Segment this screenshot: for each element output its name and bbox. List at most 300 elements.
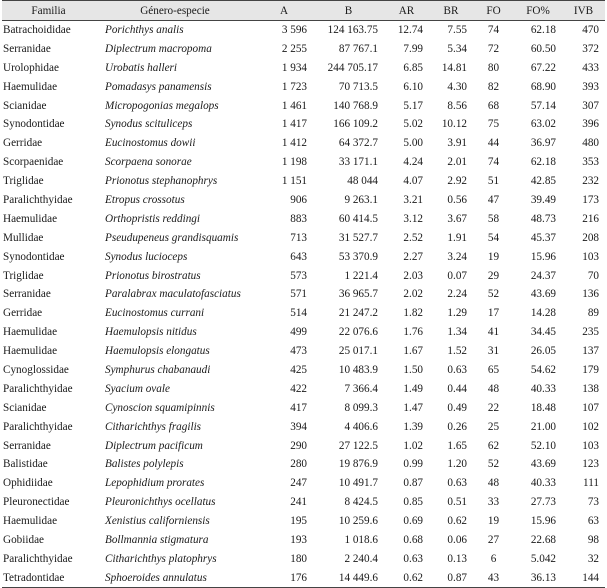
cell-familia: Scorpaenidae (3, 156, 64, 169)
cell-a: 193 (290, 533, 307, 546)
cell-br: 0.07 (447, 269, 467, 282)
header-ar: AR (384, 1, 429, 21)
cell-ar: 1.82 (403, 307, 423, 320)
table-row (2, 417, 605, 436)
cell-b: 27 122.5 (338, 439, 378, 452)
table-row (2, 172, 605, 191)
cell-fo-percent: 15.96 (530, 515, 556, 528)
table-row (2, 568, 605, 587)
cell-fo: 80 (487, 61, 500, 74)
cell-a: 290 (290, 439, 307, 452)
cell-b: 48 044 (347, 175, 378, 188)
cell-familia: Synodontidae (3, 250, 65, 263)
cell-fo-percent: 54.62 (530, 363, 556, 376)
cell-ar: 5.00 (403, 137, 423, 150)
cell-familia: Serranidae (3, 42, 51, 55)
cell-a: 176 (255, 568, 313, 587)
table-row (2, 191, 605, 210)
table-row (2, 285, 605, 304)
cell-a: 280 (290, 458, 307, 471)
cell-b: 124 163.75 (327, 24, 378, 37)
cell-ivb: 480 (582, 137, 599, 150)
cell-b: 7 366.4 (344, 382, 378, 395)
cell-ar: 4.07 (403, 175, 423, 188)
cell-familia: Triglidae (3, 175, 44, 188)
cell-genero-especie: Etropus crossotus (105, 193, 185, 206)
cell-genero-especie: Prionotus stephanophrys (105, 175, 218, 188)
cell-fo-percent: 34.45 (530, 326, 556, 339)
cell-b: 1 018.6 (344, 533, 378, 546)
cell-fo: 19 (487, 250, 500, 263)
cell-br: 1.91 (447, 231, 467, 244)
cell-br: 2.92 (447, 175, 467, 188)
cell-genero-especie: Diplectrum macropoma (105, 42, 212, 55)
cell-a: 713 (290, 231, 307, 244)
cell-fo: 25 (487, 420, 500, 433)
cell-genero-especie: Xenistius californiensis (105, 515, 210, 528)
cell-genero-especie: Pomadasys panamensis (105, 80, 212, 93)
cell-familia: Paralichthyidae (3, 552, 73, 565)
cell-ivb: 307 (582, 99, 599, 112)
cell-fo-percent: 15.96 (530, 250, 556, 263)
cell-ar: 6.10 (403, 80, 423, 93)
cell-fo-percent: 43.69 (530, 458, 556, 471)
cell-br: 3.91 (447, 137, 467, 150)
cell-genero-especie: Haemulopsis elongatus (105, 345, 210, 358)
cell-ivb: 138 (582, 382, 599, 395)
cell-ivb: 89 (587, 307, 599, 320)
cell-fo: 43 (473, 568, 514, 587)
cell-genero-especie: Paralabrax maculatofasciatus (105, 288, 241, 301)
cell-a: 1 934 (281, 61, 307, 74)
cell-ivb: 179 (582, 363, 599, 376)
cell-ivb: 63 (587, 515, 599, 528)
cell-a: 1 417 (281, 118, 307, 131)
cell-ar: 5.02 (403, 118, 423, 131)
cell-fo: 82 (487, 80, 500, 93)
cell-fo: 19 (487, 515, 500, 528)
cell-b: 25 017.1 (338, 345, 378, 358)
cell-fo-percent: 40.33 (530, 477, 556, 490)
table-row (2, 474, 605, 493)
header-ivb: IVB (562, 1, 605, 21)
cell-br: 0.63 (447, 363, 467, 376)
cell-fo-percent: 21.00 (530, 420, 556, 433)
cell-fo-percent: 42.85 (530, 175, 556, 188)
cell-fo-percent: 18.48 (530, 401, 556, 414)
cell-fo-percent: 57.14 (530, 99, 556, 112)
cell-ar: 7.99 (403, 42, 423, 55)
cell-genero-especie: Orthopristis reddingi (105, 212, 201, 225)
table-row (2, 209, 605, 228)
cell-ivb: 173 (582, 193, 599, 206)
cell-ar: 0.99 (403, 458, 423, 471)
cell-ivb: 396 (582, 118, 599, 131)
cell-a: 2 255 (281, 42, 307, 55)
cell-a: 514 (290, 307, 307, 320)
header-row (2, 1, 605, 21)
cell-familia: Gerridae (3, 307, 43, 320)
cell-ar: 3.21 (403, 193, 423, 206)
cell-ar: 0.62 (384, 568, 429, 587)
cell-br: 1.29 (447, 307, 467, 320)
cell-genero-especie: Synodus scituliceps (105, 118, 193, 131)
cell-a: 571 (290, 288, 307, 301)
cell-ivb: 70 (587, 269, 599, 282)
cell-fo: 54 (487, 231, 500, 244)
cell-ivb: 235 (582, 326, 599, 339)
table-row (2, 342, 605, 361)
cell-fo: 44 (487, 137, 500, 150)
cell-br: 0.44 (447, 382, 467, 395)
cell-ar: 2.27 (403, 250, 423, 263)
cell-b: 244 705.17 (327, 61, 378, 74)
cell-fo: 48 (487, 477, 500, 490)
table-row (2, 153, 605, 172)
cell-fo-percent: 27.73 (530, 496, 556, 509)
cell-fo: 41 (487, 326, 500, 339)
table-header (2, 1, 605, 21)
cell-fo: 52 (487, 288, 500, 301)
cell-familia: Serranidae (3, 288, 51, 301)
cell-fo-percent: 62.18 (530, 24, 556, 37)
cell-fo-percent: 22.68 (530, 533, 556, 546)
cell-fo-percent: 43.69 (530, 288, 556, 301)
cell-fo-percent: 36.13 (514, 568, 562, 587)
cell-familia: Scianidae (3, 99, 47, 112)
cell-ar: 1.49 (403, 382, 423, 395)
cell-ivb: 470 (582, 24, 599, 37)
cell-ivb: 102 (582, 420, 599, 433)
cell-fo: 74 (487, 156, 500, 169)
cell-br: 7.55 (447, 24, 467, 37)
cell-b: 70 713.5 (338, 80, 378, 93)
cell-ar: 2.03 (403, 269, 423, 282)
cell-b: 8 424.5 (344, 496, 378, 509)
cell-fo: 29 (487, 269, 500, 282)
cell-familia: Serranidae (3, 439, 51, 452)
cell-br: 4.30 (447, 80, 467, 93)
header-a: A (255, 1, 313, 21)
cell-br: 1.20 (447, 458, 467, 471)
cell-a: 247 (290, 477, 307, 490)
cell-fo-percent: 63.02 (530, 118, 556, 131)
cell-ivb: 123 (582, 458, 599, 471)
cell-ar: 2.52 (403, 231, 423, 244)
cell-br: 0.62 (447, 515, 467, 528)
cell-a: 643 (290, 250, 307, 263)
cell-fo: 48 (487, 382, 500, 395)
cell-a: 180 (290, 552, 307, 565)
cell-genero-especie: Pleuronichthys ocellatus (105, 496, 216, 509)
table-row (2, 512, 605, 531)
cell-ar: 1.02 (403, 439, 423, 452)
cell-b: 14 449.6 (313, 568, 384, 587)
table-row (2, 266, 605, 285)
cell-br: 3.67 (447, 212, 467, 225)
cell-ivb: 32 (587, 552, 599, 565)
cell-b: 10 483.9 (338, 363, 378, 376)
cell-fo: 17 (487, 307, 500, 320)
cell-ar: 1.50 (403, 363, 423, 376)
cell-ivb: 73 (587, 496, 599, 509)
cell-b: 19 876.9 (338, 458, 378, 471)
cell-ar: 12.74 (397, 24, 423, 37)
cell-familia: Pleuronectidae (3, 496, 70, 509)
cell-br: 3.24 (447, 250, 467, 263)
cell-genero-especie: Eucinostomus dowii (105, 137, 196, 150)
cell-b: 87 767.1 (338, 42, 378, 55)
cell-b: 60 414.5 (338, 212, 378, 225)
cell-fo-percent: 26.05 (530, 345, 556, 358)
cell-a: 3 596 (281, 24, 307, 37)
cell-familia: Haemulidae (3, 212, 58, 225)
cell-ivb: 107 (582, 401, 599, 414)
cell-b: 8 099.3 (344, 401, 378, 414)
cell-b: 22 076.6 (338, 326, 378, 339)
cell-genero-especie: Diplectrum pacificum (105, 439, 203, 452)
cell-ivb: 103 (582, 250, 599, 263)
cell-fo-percent: 62.18 (530, 156, 556, 169)
cell-br: 10.12 (441, 118, 467, 131)
cell-ivb: 372 (582, 42, 599, 55)
cell-fo-percent: 67.22 (530, 61, 556, 74)
cell-genero-especie: Pseudupeneus grandisquamis (105, 231, 239, 244)
cell-genero-especie: Synodus lucioceps (105, 250, 188, 263)
cell-b: 10 259.6 (338, 515, 378, 528)
cell-a: 394 (290, 420, 307, 433)
header-genero-especie: Género-especie (95, 1, 255, 21)
cell-familia: Paralichthyidae (3, 193, 73, 206)
cell-fo: 74 (487, 24, 500, 37)
cell-ar: 3.12 (403, 212, 423, 225)
cell-fo: 68 (487, 99, 500, 112)
cell-ar: 0.63 (403, 552, 423, 565)
cell-fo: 75 (487, 118, 500, 131)
cell-ivb: 136 (582, 288, 599, 301)
cell-a: 1 723 (281, 80, 307, 93)
cell-b: 10 491.7 (338, 477, 378, 490)
table-row (2, 21, 605, 40)
header-fo-percent: FO% (514, 1, 562, 21)
table-row (2, 323, 605, 342)
cell-genero-especie: Syacium ovale (105, 382, 170, 395)
cell-a: 473 (290, 345, 307, 358)
cell-b: 9 263.1 (344, 193, 378, 206)
cell-b: 1 221.4 (344, 269, 378, 282)
cell-fo: 58 (487, 212, 500, 225)
cell-br: 8.56 (447, 99, 467, 112)
cell-fo: 51 (487, 175, 500, 188)
cell-a: 573 (290, 269, 307, 282)
cell-genero-especie: Micropogonias megalops (105, 99, 219, 112)
cell-b: 31 527.7 (338, 231, 378, 244)
cell-fo-percent: 5.042 (530, 552, 556, 565)
cell-ar: 0.87 (403, 477, 423, 490)
cell-ar: 0.68 (403, 533, 423, 546)
cell-fo: 33 (487, 496, 500, 509)
cell-genero-especie: Citharichthys fragilis (105, 420, 202, 433)
cell-ivb: 353 (582, 156, 599, 169)
cell-genero-especie: Porichthys analis (105, 24, 184, 37)
cell-b: 2 240.4 (344, 552, 378, 565)
cell-fo: 27 (487, 533, 500, 546)
cell-a: 1 461 (281, 99, 307, 112)
cell-fo-percent: 36.97 (530, 137, 556, 150)
cell-a: 417 (290, 401, 307, 414)
cell-fo: 65 (487, 363, 500, 376)
cell-fo-percent: 14.28 (530, 307, 556, 320)
cell-fo-percent: 45.37 (530, 231, 556, 244)
cell-fo: 52 (487, 458, 500, 471)
cell-br: 0.06 (447, 533, 467, 546)
cell-br: 0.87 (429, 568, 473, 587)
cell-genero-especie: Cynoscion squamipinnis (105, 401, 215, 414)
cell-br: 0.49 (447, 401, 467, 414)
header-familia: Familia (2, 1, 95, 21)
cell-familia: Paralichthyidae (3, 420, 73, 433)
cell-br: 0.63 (447, 477, 467, 490)
cell-b: 140 768.9 (333, 99, 378, 112)
cell-br: 14.81 (441, 61, 467, 74)
cell-familia: Mullidae (3, 231, 44, 244)
cell-ar: 2.02 (403, 288, 423, 301)
table-row (2, 455, 605, 474)
cell-genero-especie: Haemulopsis nitidus (105, 326, 197, 339)
table-row (2, 228, 605, 247)
cell-br: 2.24 (447, 288, 467, 301)
cell-fo: 72 (487, 42, 500, 55)
cell-genero-especie: Balistes polylepis (105, 458, 184, 471)
cell-br: 2.01 (447, 156, 467, 169)
table-row (2, 134, 605, 153)
cell-ivb: 137 (582, 345, 599, 358)
cell-a: 883 (290, 212, 307, 225)
table-row (2, 96, 605, 115)
species-table (2, 0, 605, 588)
cell-familia: Haemulidae (3, 345, 58, 358)
cell-genero-especie: Urobatis halleri (105, 61, 177, 74)
header-br: BR (429, 1, 473, 21)
cell-familia: Cynoglossidae (3, 363, 69, 376)
cell-familia: Paralichthyidae (3, 382, 73, 395)
cell-fo: 6 (490, 552, 497, 565)
table-row (2, 247, 605, 266)
cell-genero-especie: Bollmannia stigmatura (105, 533, 209, 546)
cell-br: 0.51 (447, 496, 467, 509)
table-row (2, 77, 605, 96)
cell-fo: 31 (487, 345, 500, 358)
cell-fo: 47 (487, 193, 500, 206)
header-fo: FO (473, 1, 514, 21)
cell-familia: Urolophidae (3, 61, 59, 74)
cell-a: 1 151 (281, 175, 307, 188)
cell-br: 1.34 (447, 326, 467, 339)
cell-ar: 1.47 (403, 401, 423, 414)
cell-a: 1 412 (281, 137, 307, 150)
cell-genero-especie: Citharichthys platophrys (105, 552, 217, 565)
cell-ivb: 103 (582, 439, 599, 452)
cell-fo-percent: 60.50 (530, 42, 556, 55)
cell-a: 241 (290, 496, 307, 509)
cell-familia: Scianidae (3, 401, 47, 414)
cell-ar: 6.85 (403, 61, 423, 74)
cell-familia: Ophidiidae (3, 477, 53, 490)
table-row (2, 361, 605, 380)
cell-fo-percent: 24.37 (530, 269, 556, 282)
cell-ivb: 393 (582, 80, 599, 93)
table-row (2, 531, 605, 550)
cell-ivb: 144 (562, 568, 605, 587)
cell-ar: 0.69 (403, 515, 423, 528)
cell-familia: Gobiidae (3, 533, 45, 546)
cell-b: 166 109.2 (333, 118, 378, 131)
table-row (2, 379, 605, 398)
cell-familia: Haemulidae (3, 326, 58, 339)
cell-a: 1 198 (281, 156, 307, 169)
cell-ivb: 111 (583, 477, 599, 490)
cell-a: 195 (290, 515, 307, 528)
cell-familia: Haemulidae (3, 515, 58, 528)
cell-familia: Gerridae (3, 137, 43, 150)
table-row (2, 549, 605, 568)
cell-fo-percent: 48.73 (530, 212, 556, 225)
cell-genero-especie: Eucinostomus currani (105, 307, 205, 320)
table-row (2, 304, 605, 323)
cell-ivb: 98 (587, 533, 599, 546)
cell-ar: 4.24 (403, 156, 423, 169)
cell-a: 425 (290, 363, 307, 376)
cell-genero-especie: Prionotus birostratus (105, 269, 201, 282)
cell-fo-percent: 68.90 (530, 80, 556, 93)
cell-b: 36 965.7 (338, 288, 378, 301)
cell-genero-especie: Symphurus chabanaudi (105, 363, 211, 376)
table-row (2, 39, 605, 58)
cell-br: 0.26 (447, 420, 467, 433)
cell-genero-especie: Sphoeroides annulatus (95, 568, 255, 587)
cell-a: 422 (290, 382, 307, 395)
cell-genero-especie: Lepophidium prorates (105, 477, 205, 490)
cell-familia: Synodontidae (3, 118, 65, 131)
cell-ivb: 208 (582, 231, 599, 244)
table-row (2, 115, 605, 134)
table-row (2, 58, 605, 77)
cell-familia: Haemulidae (3, 80, 58, 93)
cell-fo: 62 (487, 439, 500, 452)
cell-fo-percent: 52.10 (530, 439, 556, 452)
cell-ivb: 216 (582, 212, 599, 225)
cell-familia: Batrachoididae (3, 24, 71, 37)
cell-ivb: 232 (582, 175, 599, 188)
cell-familia: Balistidae (3, 458, 48, 471)
table-body (2, 21, 605, 588)
cell-fo-percent: 39.49 (530, 193, 556, 206)
cell-genero-especie: Scorpaena sonorae (105, 156, 192, 169)
cell-fo-percent: 40.33 (530, 382, 556, 395)
cell-b: 4 406.6 (344, 420, 378, 433)
cell-br: 0.56 (447, 193, 467, 206)
cell-ar: 1.76 (403, 326, 423, 339)
cell-b: 64 372.7 (338, 137, 378, 150)
cell-ivb: 433 (582, 61, 599, 74)
cell-ar: 5.17 (403, 99, 423, 112)
cell-br: 5.34 (447, 42, 467, 55)
table-row (2, 436, 605, 455)
header-b: B (313, 1, 384, 21)
cell-a: 499 (290, 326, 307, 339)
cell-ar: 1.67 (403, 345, 423, 358)
cell-br: 0.13 (447, 552, 467, 565)
